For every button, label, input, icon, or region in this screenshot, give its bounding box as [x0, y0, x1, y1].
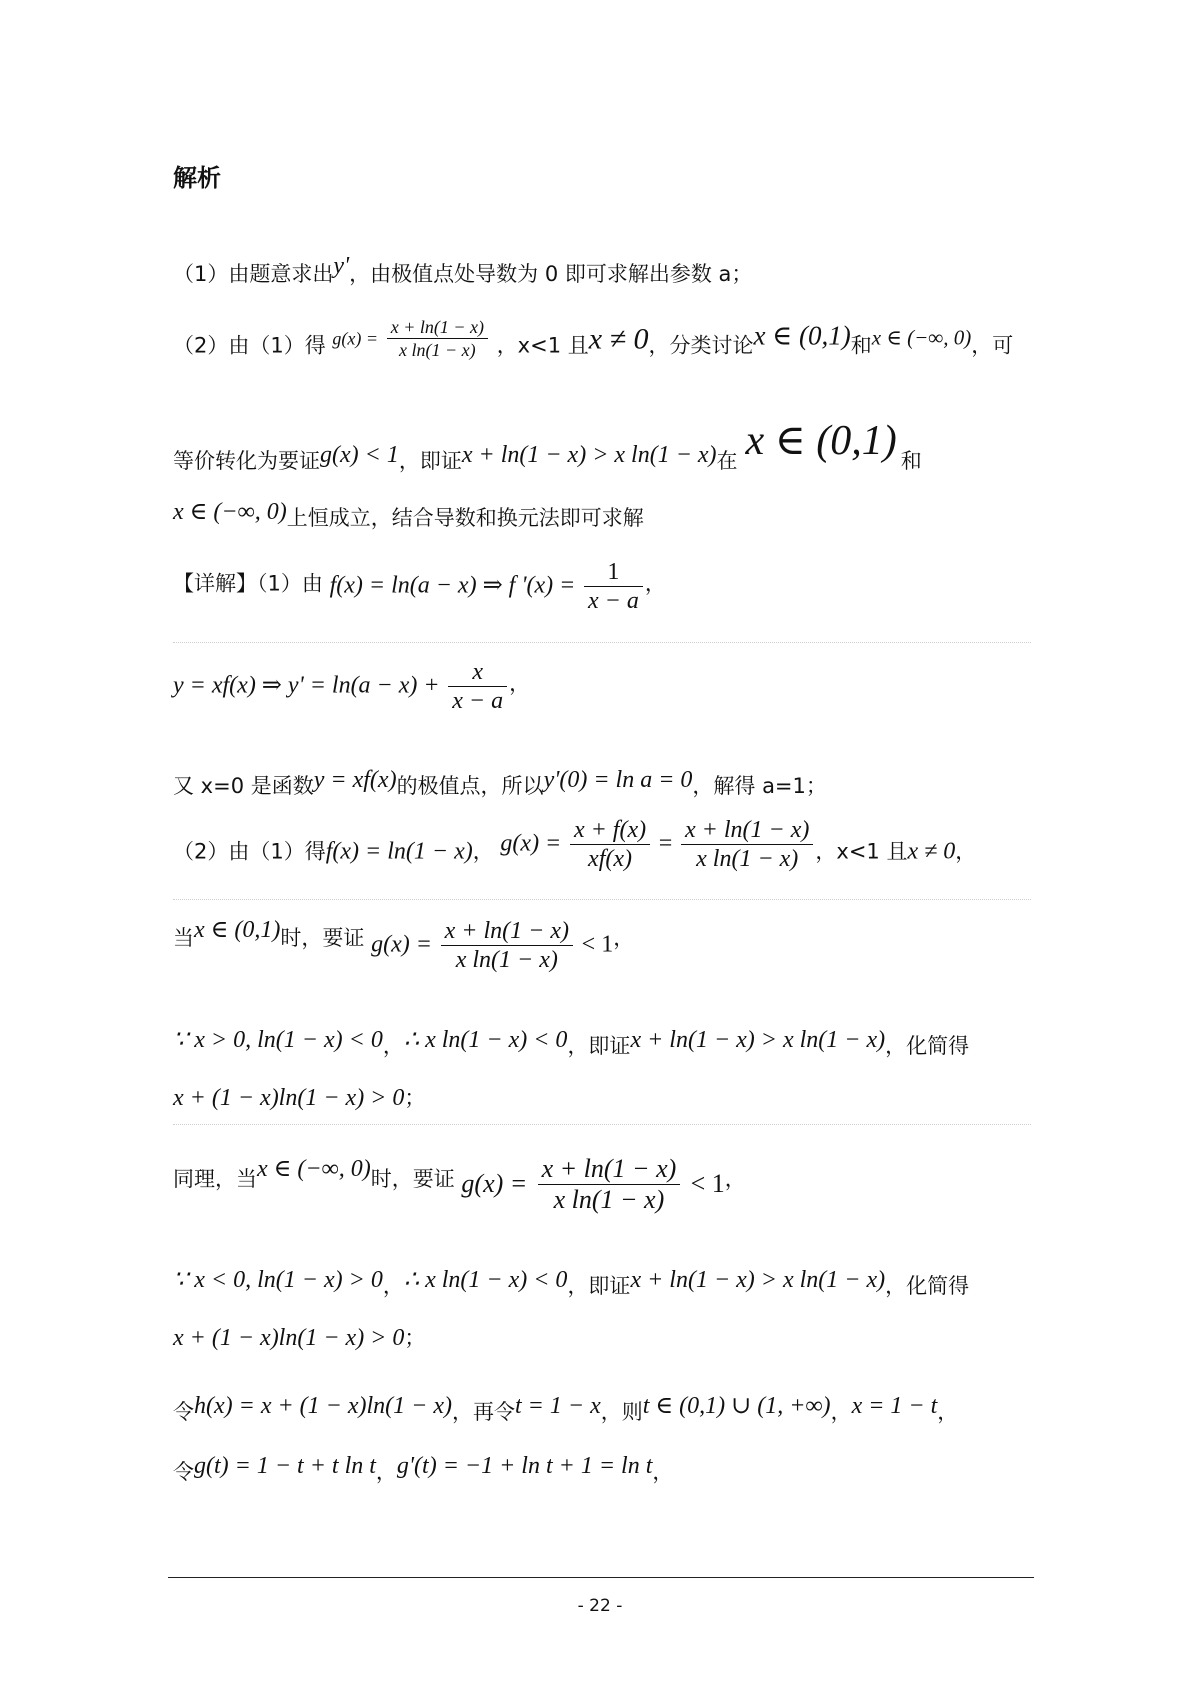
math-because: ∵ x > 0, ln(1 − x) < 0 — [173, 1027, 383, 1053]
math-h-def: h(x) = x + (1 − x)ln(1 − x) — [194, 1393, 453, 1419]
math-y-prime-0: y'(0) = ln a = 0 — [543, 767, 693, 793]
detail-line-2: y = xf(x) ⇒ y' = ln(a − x) + $\frac{x}{x - a}$ ， — [173, 659, 531, 714]
math-interval-0-1: x ∈ (0,1) — [753, 320, 851, 351]
math-interval-0-1: x ∈ (0,1) — [194, 917, 281, 943]
math-interval-neg-inf-0: x ∈ (−∞, 0) — [173, 499, 287, 525]
section-heading: 解析 — [173, 164, 221, 192]
summary-line-3: 等价转化为要证g(x) < 1，即证x + ln(1 − x) > x ln(1 − x)在 x ∈ (0,1) 和 — [173, 418, 922, 473]
detail-line-7: x + (1 − x)ln(1 − x) > 0； — [173, 1085, 426, 1111]
detail-line-1: 【详解】（1）由 f(x) = ln(a − x) ⇒ f '(x) = $\frac{1}{x - a}$ ， — [173, 559, 666, 614]
detail-line-6: ∵ x > 0, ln(1 − x) < 0，∴ x ln(1 − x) < 0，即证x + ln(1 − x) > x ln(1 − x)，化简得 — [173, 1027, 970, 1058]
math-inequality: x + ln(1 − x) > x ln(1 − x) — [630, 1027, 886, 1053]
math-g-fraction: g(x) = $\frac{x + \ln(1 - x)}{\text{x ln(1 − x)}}$ — [332, 318, 490, 359]
math-simplified: x + (1 − x)ln(1 − x) > 0 — [173, 1325, 405, 1351]
math-x-neq-0: x ≠ 0 — [907, 838, 956, 865]
math-f-derivative: f(x) = ln(a − x) ⇒ f '(x) = $\frac{1}{x - a}$ — [330, 560, 645, 613]
dotted-separator — [173, 1124, 1031, 1125]
detail-line-10: x + (1 − x)ln(1 − x) > 0； — [173, 1325, 426, 1351]
math-t-domain: t ∈ (0,1) ∪ (1, +∞) — [642, 1393, 831, 1419]
math-y-xfx: y = xf(x) — [313, 767, 397, 793]
math-interval-neg-inf-0: x ∈ (−∞, 0) — [257, 1156, 371, 1182]
detail-line-8: 同理，当x ∈ (−∞, 0)时，要证 g(x) = $\frac{x + \ln(1 - x)}{\text{x ln(1 − x)}}$ < 1， — [173, 1154, 746, 1214]
math-inequality: x + ln(1 − x) > x ln(1 − x) — [630, 1267, 886, 1293]
math-therefore: ∴ x ln(1 − x) < 0 — [403, 1027, 568, 1053]
math-g-lt-1-fraction: g(x) = $\frac{x + \ln(1 - x)}{\text{x ln(1 − x)}}$ < 1 — [371, 917, 614, 973]
footer-rule — [168, 1577, 1034, 1578]
math-interval-0-1-large: x ∈ (0,1) — [745, 418, 897, 464]
summary-line-4: x ∈ (−∞, 0)上恒成立，结合导数和换元法即可求解 — [173, 499, 644, 530]
math-interval-neg-inf-0: x ∈ (−∞, 0) — [871, 325, 972, 350]
detail-line-3: 又 x=0 是函数y = xf(x)的极值点，所以y'(0) = ln a = 0，解得 a=1； — [173, 767, 827, 798]
math-g-t-def: g(t) = 1 − t + t ln t — [194, 1453, 376, 1479]
detail-line-11: 令h(x) = x + (1 − x)ln(1 − x)，再令t = 1 − x，则t ∈ (0,1) ∪ (1, +∞)，x = 1 − t， — [173, 1393, 959, 1424]
detail-line-12: 令g(t) = 1 − t + t ln t，g'(t) = −1 + ln t + 1 = ln t， — [173, 1453, 674, 1484]
math-f-def: f(x) = ln(1 − x) — [325, 838, 473, 865]
math-inequality: x + ln(1 − x) > x ln(1 − x) — [461, 442, 717, 468]
math-y-derivative: y = xf(x) ⇒ y' = ln(a − x) + $\frac{x}{x - a}$ — [173, 660, 509, 713]
math-because: ∵ x < 0, ln(1 − x) > 0 — [173, 1267, 383, 1293]
math-t-def: t = 1 − x — [515, 1393, 601, 1419]
detail-line-9: ∵ x < 0, ln(1 − x) > 0，∴ x ln(1 − x) < 0，即证x + ln(1 − x) > x ln(1 − x)，化简得 — [173, 1267, 970, 1298]
detail-line-4: （2）由（1）得f(x) = ln(1 − x)， g(x) = $\frac{x + f(x)}{xf(x)}$ = $\frac{x + \ln(1 - x)}{\text{x ln(1 − x)}}$ ，x<1 且x ≠ 0， — [173, 817, 977, 872]
summary-line-2: （2）由（1）得 g(x) = $\frac{x + \ln(1 - x)}{\text{x ln(1 − x)}}$ ，x<1 且x ≠ 0，分类讨论x ∈ (0,1)和x ∈ (−∞, 0)，可 — [173, 317, 1014, 360]
detail-line-5: 当x ∈ (0,1)时，要证 g(x) = $\frac{x + \ln(1 - x)}{\text{x ln(1 − x)}}$ < 1， — [173, 917, 635, 973]
math-g-lt-1-fraction: g(x) = $\frac{x + \ln(1 - x)}{\text{x ln(1 − x)}}$ < 1 — [461, 1154, 725, 1214]
math-g-t-derivative: g'(t) = −1 + ln t + 1 = ln t — [396, 1453, 653, 1479]
page-number: - 22 - — [577, 1596, 623, 1616]
math-g-lt-1: g(x) < 1 — [320, 442, 399, 468]
math-g-def: g(x) = $\frac{x + f(x)}{xf(x)}$ = $\frac{x + \ln(1 - x)}{\text{x ln(1 − x)}}$ — [500, 818, 815, 871]
math-y-prime: y' — [333, 253, 350, 279]
math-x-in-t: x = 1 − t — [851, 1393, 938, 1419]
summary-line-1: （1）由题意求出y'，由极值点处导数为 0 即可求解出参数 a； — [173, 253, 753, 286]
math-therefore: ∴ x ln(1 − x) < 0 — [403, 1267, 568, 1293]
math-simplified: x + (1 − x)ln(1 − x) > 0 — [173, 1085, 405, 1111]
dotted-separator — [173, 642, 1031, 643]
dotted-separator — [173, 899, 1031, 900]
math-x-neq-0: x ≠ 0 — [588, 322, 649, 356]
